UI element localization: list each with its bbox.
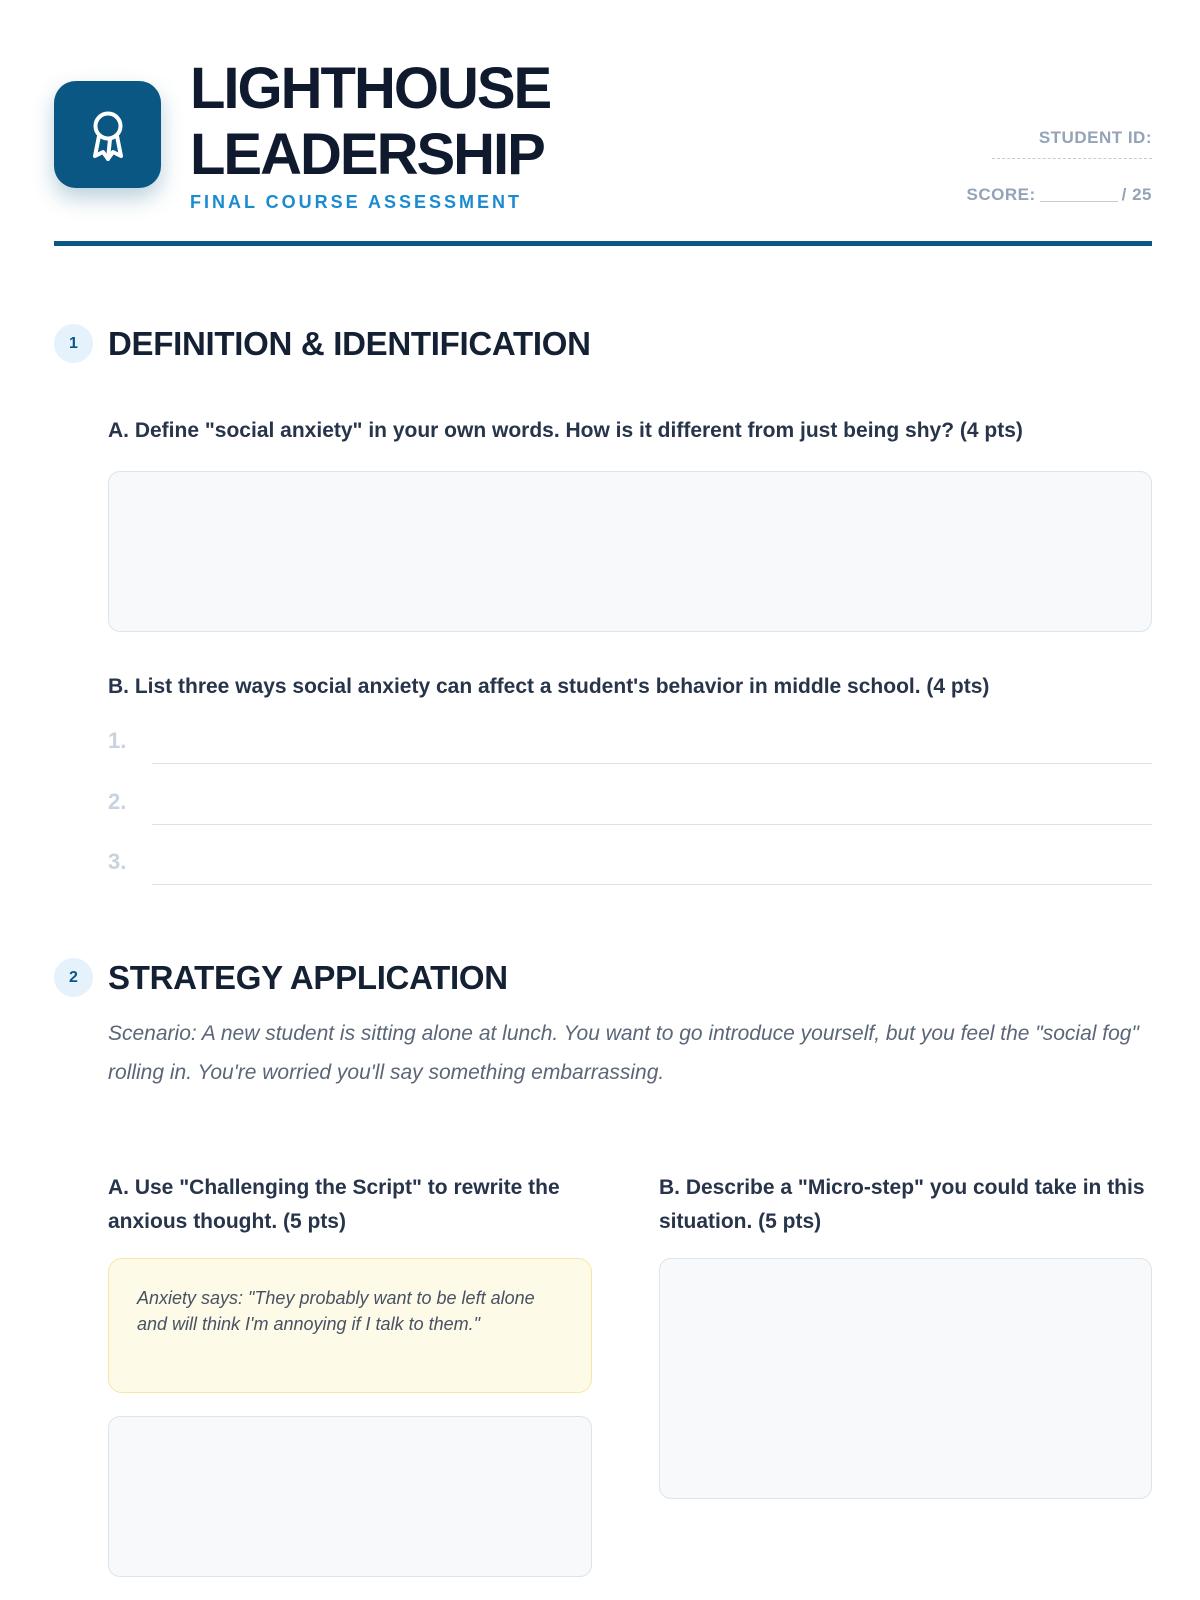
brand-title-line-2: LEADERSHIP bbox=[190, 122, 544, 187]
score-total: / 25 bbox=[1121, 185, 1152, 204]
section-1-header bbox=[54, 324, 591, 363]
header-divider bbox=[54, 241, 1152, 246]
section-title: DEFINITION & IDENTIFICATION bbox=[108, 324, 591, 362]
answer-rule bbox=[152, 884, 1152, 886]
question-2b: B. Describe a "Micro-step" you could take in this situation. (5 pts) bbox=[659, 1176, 1145, 1233]
anxiety-prompt-box: Anxiety says: "They probably want to be left alone and will think I'm annoying if I talk to them." bbox=[108, 1258, 592, 1393]
answer-box-2a[interactable] bbox=[108, 1416, 592, 1577]
section-title: STRATEGY APPLICATION bbox=[108, 958, 508, 996]
answer-rule bbox=[152, 824, 1152, 826]
brand-subtitle: FINAL COURSE ASSESSMENT bbox=[190, 192, 523, 212]
scenario-text: Scenario: A new student is sitting alone at lunch. You want to go introduce yourself, but you feel the "social fog" rolling in. You're worried you'll say something embarrassing. bbox=[108, 1022, 1139, 1084]
question-1a: A. Define "social anxiety" in your own words. How is it different from just being shy? (4 pts) bbox=[108, 419, 1023, 442]
score-field bbox=[852, 185, 1152, 205]
student-id-label: STUDENT ID: bbox=[1038, 128, 1152, 147]
student-meta bbox=[852, 128, 1152, 205]
section-2-header bbox=[54, 958, 508, 997]
question-2a: A. Use "Challenging the Script" to rewrite the anxious thought. (5 pts) bbox=[108, 1176, 560, 1233]
award-ribbon-icon bbox=[88, 109, 128, 161]
answer-line-3[interactable] bbox=[108, 845, 1152, 885]
section-number-badge: 1 bbox=[54, 324, 93, 363]
answer-rule bbox=[152, 763, 1152, 765]
score-label: SCORE: bbox=[966, 185, 1036, 204]
answer-box-1a[interactable] bbox=[108, 471, 1152, 632]
answer-line-1[interactable] bbox=[108, 724, 1152, 764]
answer-line-2[interactable] bbox=[108, 785, 1152, 825]
answer-box-2b[interactable] bbox=[659, 1258, 1152, 1499]
line-number: 1. bbox=[108, 728, 127, 753]
line-number: 3. bbox=[108, 849, 127, 874]
brand-title bbox=[190, 56, 710, 188]
score-blank[interactable] bbox=[1040, 201, 1118, 202]
page-header bbox=[54, 56, 1152, 246]
student-id-field[interactable] bbox=[992, 158, 1152, 159]
line-number: 2. bbox=[108, 789, 127, 814]
assessment-page bbox=[54, 0, 1152, 1600]
brand-title-line-1: LIGHTHOUSE bbox=[190, 56, 551, 121]
question-1b: B. List three ways social anxiety can affect a student's behavior in middle school. (4 pts) bbox=[108, 675, 990, 698]
section-number-badge: 2 bbox=[54, 958, 93, 997]
logo-badge bbox=[54, 81, 161, 188]
